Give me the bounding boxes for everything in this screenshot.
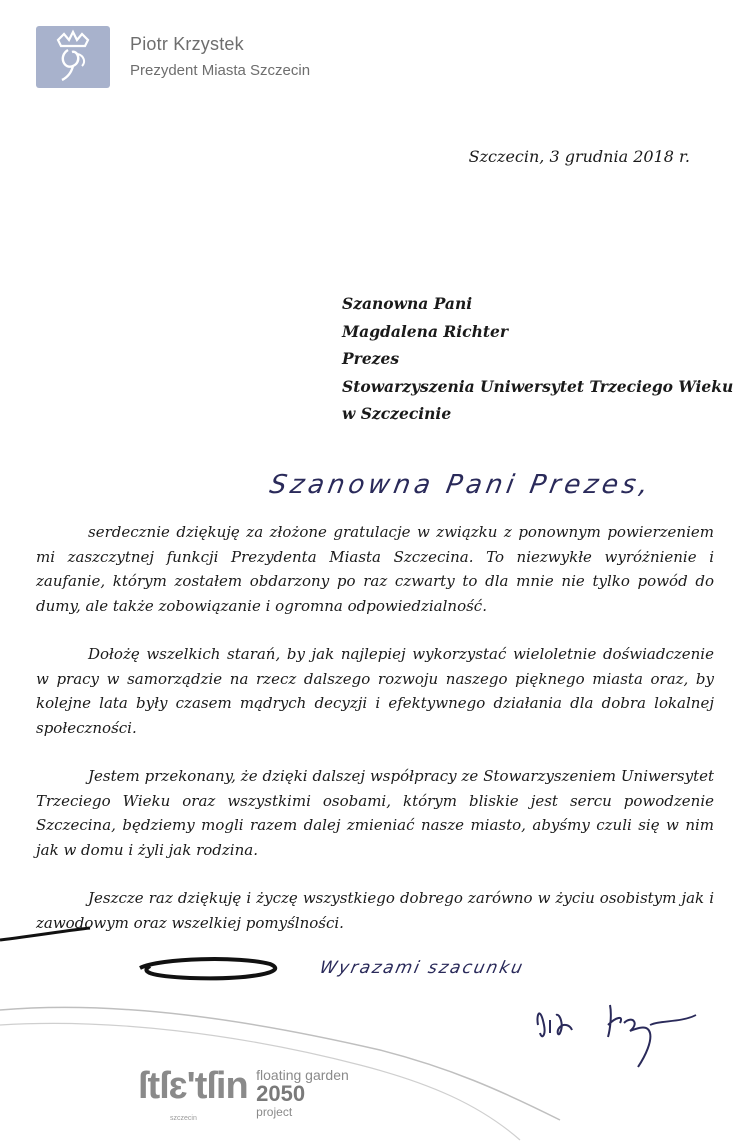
handwritten-signature — [520, 985, 720, 1075]
recipient-block — [342, 290, 733, 428]
footer-small-text: szczecin — [170, 1115, 197, 1122]
recipient-line: Szanowna Pani — [342, 294, 473, 313]
handwritten-closing: Wyrazami szacunku — [317, 958, 527, 978]
footer-year: 2050 — [256, 1081, 306, 1106]
footer-tagline: floating garden — [256, 1067, 349, 1083]
footer-brand: ſtſɛ'tſin — [138, 1065, 248, 1107]
stettin-2050-logo — [138, 1065, 349, 1122]
letterhead — [130, 34, 310, 79]
handwritten-greeting: Szanowna Pani Prezes, — [267, 470, 655, 500]
body-paragraph: Jeszcze raz dziękuję i życzę wszystkiego dobrego zarówno w życiu osobistym jak i zawodowym oraz wszelkiej pomyślności. — [36, 889, 714, 932]
city-crest-logo — [36, 26, 110, 88]
letter-body — [36, 520, 714, 959]
recipient-line: Stowarzyszenia Uniwersytet Trzeciego Wieku — [342, 376, 734, 396]
recipient-line: w Szczecinie — [342, 404, 452, 423]
sender-name: Piotr Krzystek — [130, 34, 244, 54]
body-paragraph: Dołożę wszelkich starań, by jak najlepiej wykorzystać wieloletnie doświadczenie w pracy w samorządzie na rzecz dalszego rozwoju naszego pięknego miasta oraz, by kolejne lata były czasem mądrych decyzji i efektywnego działania dla dobra lokalnej społeczności. — [36, 645, 714, 737]
letter-date: Szczecin, 3 grudnia 2018 r. — [468, 147, 690, 166]
recipient-line: Prezes — [342, 349, 400, 368]
crown-griffin-icon — [36, 26, 110, 88]
body-paragraph: serdecznie dziękuję za złożone gratulacje w związku z ponownym powierzeniem mi zaszczytnej funkcji Prezydenta Miasta Szczecina. To niezwykłe wyróżnienie i zaufanie, którym zostałem obdarzony po raz czwarty to dla mnie nie tylko powód do dumy, ale także zobowiązanie i ogromna odpowiedzialność. — [36, 523, 714, 615]
footer-project: project — [256, 1105, 293, 1119]
recipient-line: Magdalena Richter — [342, 321, 509, 341]
body-paragraph: Jestem przekonany, że dzięki dalszej współpracy ze Stowarzyszeniem Uniwersytet Trzeciego Wieku oraz wszystkimi osobami, którym bliskie jest sercu powodzenie Szczecina, będziemy mogli razem dalej zmieniać nasze miasto, abyśmy czuli się w nim jak w domu i żyli jak rodzina. — [36, 767, 714, 859]
sender-title: Prezydent Miasta Szczecin — [130, 62, 311, 79]
footer-tagline-block — [256, 1065, 349, 1119]
